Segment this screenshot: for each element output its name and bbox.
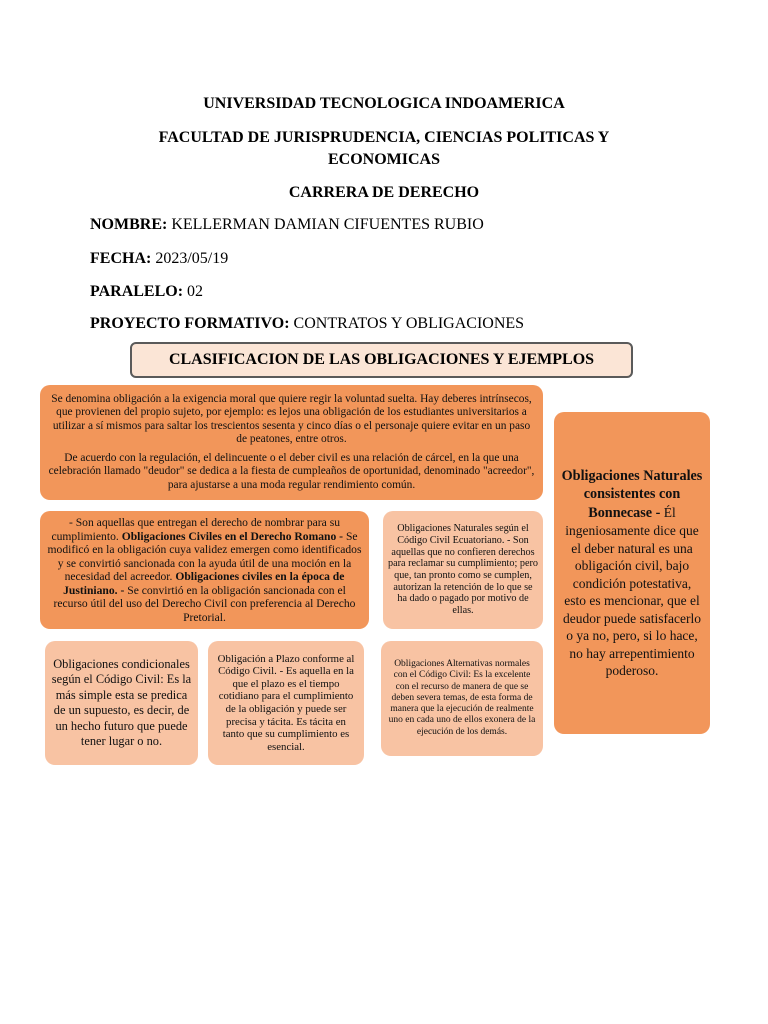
diagram-title: CLASIFICACION DE LAS OBLIGACIONES Y EJEMPLOS [130, 342, 633, 378]
civil-justinian-text: Se convirtió en la obligación sancionada con el recurso útil del uso del Derecho Civil con preferencia al Derecho Pretorial. [53, 583, 356, 624]
faculty-name-line1: FACULTAD DE JURISPRUDENCIA, CIENCIAS POLITICAS Y [158, 129, 610, 146]
civil-obligations-text [46, 516, 363, 624]
bonnecase-body: Él ingeniosamente dice que el deber natural es una obligación civil, bajo condición potestativa, esto es mencionar, que el deudor puede satisfacerlo o ya no, pero, si lo hace, no hay arrepentimiento poderoso. [563, 504, 701, 678]
civil-roman-title: Obligaciones Civiles en el Derecho Romano - [121, 529, 344, 543]
university-name: UNIVERSIDAD TECNOLOGICA INDOAMERICA [203, 95, 565, 112]
definition-paragraph-1: Se denomina obligación a la exigencia moral que quiere regir la voluntad suelta. Hay deberes intrínsecos, que provienen del propio sujeto, por ejemplo: es lejos una obligación de los estudiantes universitarios a utilizar a sí mismos para saltar los trescientos sesenta y cinco días o el personaje quiere evitar en un paso de peatones, entre otros. [51, 392, 532, 446]
conditional-obligations-card [45, 641, 198, 765]
project-label: PROYECTO FORMATIVO: [90, 315, 290, 332]
alternative-obligations-card [381, 641, 543, 756]
bonnecase-title: Obligaciones Naturales consistentes con Bonnecase - [561, 467, 703, 521]
term-obligation-card [208, 641, 364, 765]
parallel-value: 02 [187, 283, 204, 300]
name-label: NOMBRE: [90, 216, 168, 233]
civil-roman-text: Se modificó en la obligación cuya validez emergen como identificados y se convirtió sancionada con la ayuda útil de una moción en la necesidad del acreedor. [47, 529, 362, 583]
project-field [90, 313, 524, 335]
career-name: CARRERA DE DERECHO [288, 184, 480, 201]
civil-obligations-card [40, 511, 369, 629]
conditional-obligations-text: Obligaciones condicionales según el Código Civil: Es la más simple esta se predica de un supuesto, es decir, de un hecho futuro que puede tener lugar o no. [51, 656, 192, 748]
project-value: CONTRATOS Y OBLIGACIONES [293, 315, 525, 332]
parallel-field [90, 281, 203, 303]
definition-card [40, 385, 543, 500]
civil-intro: - Son aquellas que entregan el derecho de nombrar para su cumplimiento. [51, 516, 341, 543]
bonnecase-natural-obligations-card [554, 412, 710, 734]
alternative-obligations-text: Obligaciones Alternativas normales con el Código Civil: Es la excelente con el recurso de manera de que se deben severa temas, de esta forma de manera que la ejecución de realmente uno en cada uno de ellos exonera de la ejecución de los demás. [388, 658, 536, 737]
date-value: 2023/05/19 [155, 250, 229, 267]
bonnecase-text [561, 467, 703, 680]
definition-paragraph-2: De acuerdo con la regulación, el delincuente o el deber civil es una relación de cárcel, en la que una celebración llamado "deudor" se dedica a la fiesta de cumpleaños de oportunidad, denominado "acreedor", para ajustarse a una moda regular rendimiento común. [48, 451, 535, 491]
faculty-name-line2: ECONOMICAS [327, 151, 440, 168]
date-label: FECHA: [90, 250, 152, 267]
natural-obligations-ecuador-text: Obligaciones Naturales según el Código Civil Ecuatoriano. - Son aquellas que no confieren derechos para reclamar su cumplimiento; pero que, tan pronto como se cumplen, autorizan la retención de lo que se ha dado o pagado por motivo de ellas. [388, 523, 538, 617]
date-field [90, 248, 228, 270]
name-field [90, 214, 484, 236]
parallel-label: PARALELO: [90, 283, 184, 300]
name-value: KELLERMAN DAMIAN CIFUENTES RUBIO [171, 216, 484, 233]
natural-obligations-ecuador-card [383, 511, 543, 629]
civil-justinian-title: Obligaciones civiles en la época de Justiniano. - [63, 570, 345, 597]
term-obligation-text: Obligación a Plazo conforme al Código Civil. - Es aquella en la que el plazo es el tiempo cotidiano para el cumplimiento de la obligación y puede ser precisa y tácita. Es tácita en tanto que su cumplimiento es esencial. [217, 652, 355, 753]
